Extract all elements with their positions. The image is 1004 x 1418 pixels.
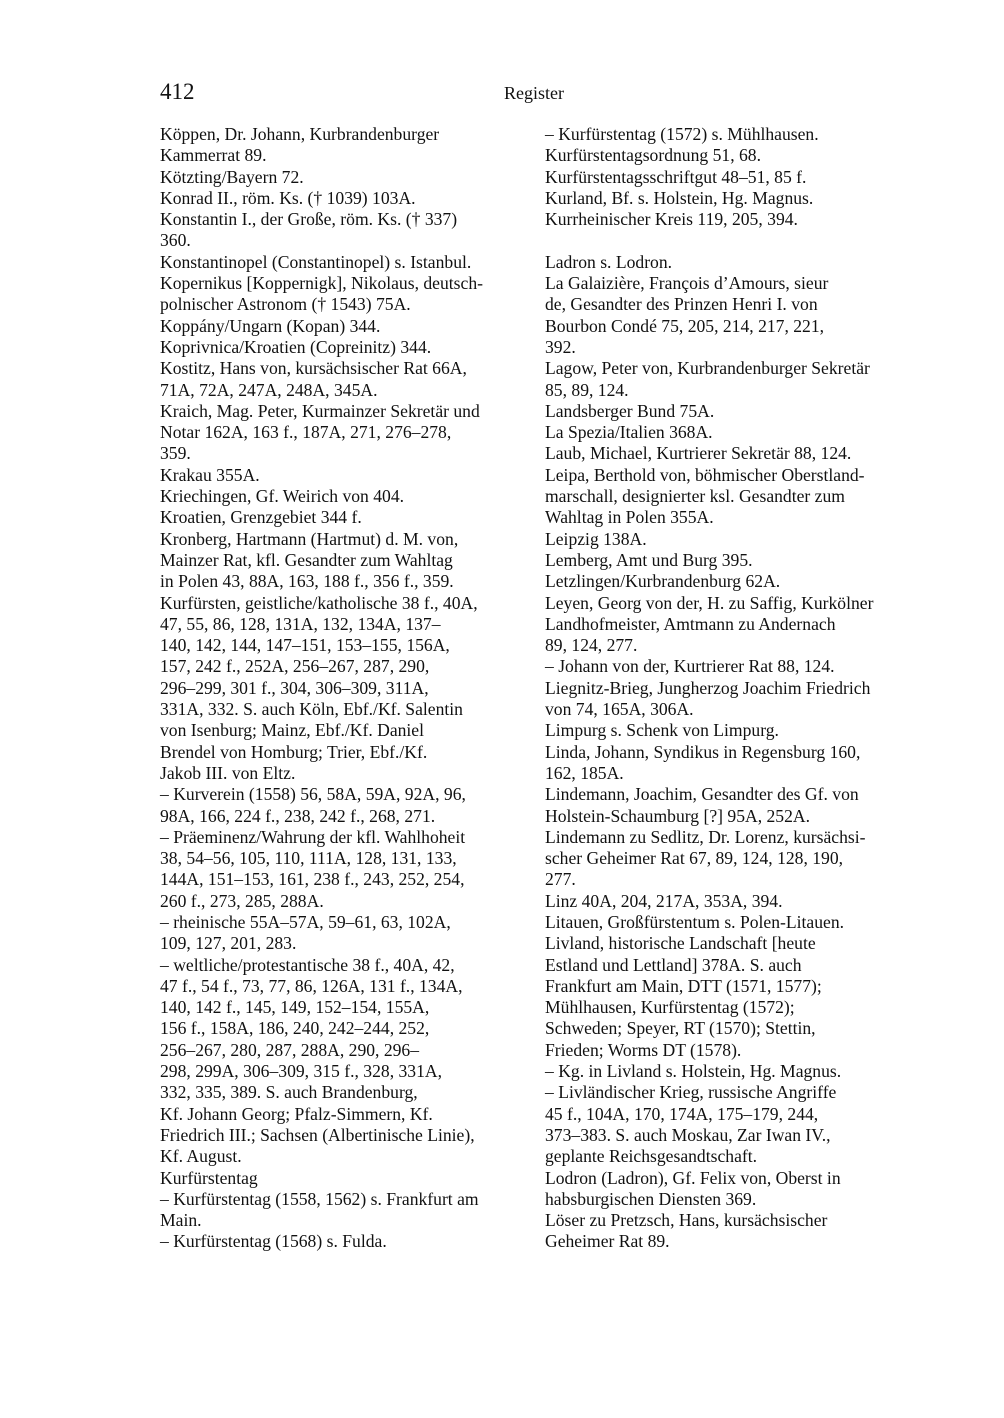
index-entry-line: Kopernikus [Koppernigk], Nikolaus, deutsch- [160,273,483,294]
index-entry [545,933,915,1061]
index-entry [160,167,524,188]
index-entry-line: 162, 185A. [545,762,624,783]
index-entry [545,891,915,912]
index-entry [160,358,524,401]
index-entry-line: Konstantinopel (Constantinopel) s. Istanbul. [160,251,472,272]
index-entry-line: Kurfürstentagsordnung 51, 68. [545,145,761,166]
index-entry-line: Koppány/Ungarn (Kopan) 344. [160,315,381,336]
index-entry-line: von Isenburg; Mainz, Ebf./Kf. Daniel [160,720,425,741]
index-entry [160,486,524,507]
index-entry [545,1168,915,1211]
index-entry [160,188,524,209]
index-entry [545,784,915,827]
index-entry-line: Wahltag in Polen 355A. [545,507,714,528]
index-entry [545,209,915,230]
index-entry-line: – Johann von der, Kurtrierer Rat 88, 124. [545,656,835,677]
index-entry-line: 47 f., 54 f., 73, 77, 86, 126A, 131 f., 134A, [160,975,463,996]
index-entry-line: Kroatien, Grenzgebiet 344 f. [160,507,362,528]
index-entry-line: Lindemann, Joachim, Gesandter des Gf. von [545,784,859,805]
index-entry [160,529,524,593]
index-entry [160,1168,524,1189]
index-entry-line: Main. [160,1210,202,1231]
index-entry-line: 71A, 72A, 247A, 248A, 345A. [160,379,378,400]
index-entry-line: 156 f., 158A, 186, 240, 242–244, 252, [160,1018,430,1039]
index-entry-line: Ladron s. Lodron. [545,251,673,272]
index-entry [545,678,915,721]
index-entry-line: Kraich, Mag. Peter, Kurmainzer Sekretär und [160,400,480,421]
index-entry [545,145,915,166]
index-entry [545,273,915,358]
index-entry [160,273,524,316]
index-entry-line: habsburgischen Diensten 369. [545,1188,757,1209]
index-entry-line: Brendel von Homburg; Trier, Ebf./Kf. [160,741,428,762]
index-entry-line: von 74, 165A, 306A. [545,699,694,720]
index-entry-line: 157, 242 f., 252A, 256–267, 287, 290, [160,656,430,677]
index-entry-line: Leipzig 138A. [545,528,647,549]
index-entry [545,593,915,657]
index-entry [160,1231,524,1252]
index-entry-line: Konstantin I., der Große, röm. Ks. († 337) [160,209,458,230]
index-entry [545,252,915,273]
index-entry-line: 277. [545,869,576,890]
index-entry-line: Laub, Michael, Kurtrierer Sekretär 88, 124. [545,443,852,464]
index-entry-line: marschall, designierter ksl. Gesandter zum [545,486,845,507]
index-entry-line: Frieden; Worms DT (1578). [545,1039,742,1060]
index-entry [160,827,524,912]
index-entry-line: 260 f., 273, 285, 288A. [160,890,324,911]
index-entry [160,337,524,358]
index-entry-line: 373–383. S. auch Moskau, Zar Iwan IV., [545,1124,831,1145]
index-entry-line: 256–267, 280, 287, 288A, 290, 296– [160,1039,420,1060]
index-entry [160,465,524,486]
index-entry [545,550,915,571]
index-entry-line: Notar 162A, 163 f., 187A, 271, 276–278, [160,422,452,443]
index-entry-line: Linz 40A, 204, 217A, 353A, 394. [545,890,783,911]
index-entry [545,443,915,464]
index-entry [545,401,915,422]
index-entry-line: Lodron (Ladron), Gf. Felix von, Oberst in [545,1167,841,1188]
index-entry-line: 144A, 151–153, 161, 238 f., 243, 252, 254, [160,869,465,890]
index-entry-line: Kurland, Bf. s. Holstein, Hg. Magnus. [545,187,814,208]
index-entry-line: – Kurfürstentag (1558, 1562) s. Frankfurt am [160,1188,479,1209]
index-entry [545,422,915,443]
index-entry-line: Landsberger Bund 75A. [545,400,715,421]
index-entry-line: Konrad II., röm. Ks. († 1039) 103A. [160,187,416,208]
index-entry [160,401,524,465]
index-entry-line: Schweden; Speyer, RT (1570); Stettin, [545,1018,816,1039]
index-entry [545,1210,915,1253]
index-entry-line: – Livländischer Krieg, russische Angriffe [545,1082,837,1103]
index-entry [545,827,915,891]
index-entry-line: – Kurfürstentag (1568) s. Fulda. [160,1231,387,1252]
index-entry-line: La Spezia/Italien 368A. [545,422,713,443]
index-entry-line: – Kurfürstentag (1572) s. Mühlhausen. [545,124,819,144]
index-entry-line: – rheinische 55A–57A, 59–61, 63, 102A, [160,911,451,932]
index-entry [160,316,524,337]
index-entry-line: Frankfurt am Main, DTT (1571, 1577); [545,975,822,996]
index-entry-line: 89, 124, 277. [545,635,638,656]
index-entry-line: Mainzer Rat, kfl. Gesandter zum Wahltag [160,549,453,570]
index-entry-line: – Kurverein (1558) 56, 58A, 59A, 92A, 96, [160,784,466,805]
index-entry [545,529,915,550]
index-entry-line: 98A, 166, 224 f., 238, 242 f., 268, 271. [160,805,436,826]
index-entry [545,742,915,785]
index-entry-line: in Polen 43, 88A, 163, 188 f., 356 f., 359. [160,571,454,592]
index-entry-line: polnischer Astronom († 1543) 75A. [160,294,411,315]
index-entry [160,507,524,528]
index-entry-line: Lindemann zu Sedlitz, Dr. Lorenz, kursächsi- [545,826,866,847]
right-column [545,124,915,1253]
index-entry-line: Limpurg s. Schenk von Limpurg. [545,720,779,741]
index-entry-line: Livland, historische Landschaft [heute [545,933,816,954]
index-entry-line: 85, 89, 124. [545,379,629,400]
index-entry-line: Bourbon Condé 75, 205, 214, 217, 221, [545,315,825,336]
index-entry-line: 38, 54–56, 105, 110, 111A, 128, 131, 133, [160,848,457,869]
index-entry [160,209,524,252]
index-entry [160,124,524,167]
index-entry-line: 45 f., 104A, 170, 174A, 175–179, 244, [545,1103,819,1124]
index-entry [545,188,915,209]
index-entry-line: geplante Reichsgesandtschaft. [545,1146,758,1167]
index-entry-line: 359. [160,443,191,464]
page-number: 412 [160,79,195,104]
index-entry-line: Mühlhausen, Kurfürstentag (1572); [545,997,795,1018]
index-entry-line: – Kg. in Livland s. Holstein, Hg. Magnus. [545,1061,842,1082]
index-entry-line: 140, 142, 144, 147–151, 153–155, 156A, [160,635,450,656]
index-entry [160,593,524,785]
index-entry-line: Holstein-Schaumburg [?] 95A, 252A. [545,805,811,826]
index-entry-line: 296–299, 301 f., 304, 306–309, 311A, [160,677,429,698]
index-entry-line: Landhofmeister, Amtmann zu Andernach [545,613,836,634]
left-column [160,124,524,1253]
index-entry-line: Kurrheinischer Kreis 119, 205, 394. [545,209,798,230]
index-entry-line: – weltliche/protestantische 38 f., 40A, 42, [160,954,455,975]
index-entry-line: Litauen, Großfürstentum s. Polen-Litauen. [545,911,845,932]
index-entry [160,1189,524,1232]
index-entry [160,784,524,827]
index-entry-line: Lagow, Peter von, Kurbrandenburger Sekretär [545,358,870,379]
index-entry-line: Löser zu Pretzsch, Hans, kursächsischer [545,1210,828,1231]
index-entry-line: Kronberg, Hartmann (Hartmut) d. M. von, [160,528,459,549]
index-entry-line: Kurfürsten, geistliche/katholische 38 f., 40A, [160,592,478,613]
index-entry [545,1061,915,1082]
index-entry [545,465,915,529]
index-entry-line: 47, 55, 86, 128, 131A, 132, 134A, 137– [160,613,441,634]
index-entry [545,1082,915,1167]
index-entry-line: Kammerrat 89. [160,145,267,166]
index-entry-line: Leyen, Georg von der, H. zu Saffig, Kurkölner [545,592,874,613]
index-entry-line: 332, 335, 389. S. auch Brandenburg, [160,1082,418,1103]
index-entry-line: – Präeminenz/Wahrung der kfl. Wahlhoheit [160,826,466,847]
index-entry-line: 298, 299A, 306–309, 315 f., 328, 331A, [160,1061,442,1082]
index-entry-line: Kriechingen, Gf. Weirich von 404. [160,486,405,507]
index-entry-line: Jakob III. von Eltz. [160,762,296,783]
index-entry-line: Lemberg, Amt und Burg 395. [545,549,753,570]
index-entry-line: Kf. Johann Georg; Pfalz-Simmern, Kf. [160,1103,433,1124]
index-entry [545,720,915,741]
index-entry-line: 360. [160,230,191,251]
index-entry [545,358,915,401]
index-entry-line: Linda, Johann, Syndikus in Regensburg 160, [545,741,861,762]
index-entry-line: Friedrich III.; Sachsen (Albertinische Linie), [160,1124,475,1145]
index-entry-line: 392. [545,336,576,357]
index-entry-line: 109, 127, 201, 283. [160,933,297,954]
index-entry-line: 331A, 332. S. auch Köln, Ebf./Kf. Salentin [160,699,463,720]
index-entry-line: Kostitz, Hans von, kursächsischer Rat 66A, [160,358,467,379]
index-entry-line: Köppen, Dr. Johann, Kurbrandenburger [160,124,440,144]
index-entry-line: Kötzting/Bayern 72. [160,166,304,187]
index-entry-line: Liegnitz-Brieg, Jungherzog Joachim Friedrich [545,677,871,698]
index-entry [545,656,915,677]
index-entry-line: de, Gesandter des Prinzen Henri I. von [545,294,818,315]
index-entry-line: Leipa, Berthold von, böhmischer Oberstland- [545,464,865,485]
index-entry [545,571,915,592]
index-entry-line: Kurfürstentag [160,1167,258,1188]
index-entry-line: scher Geheimer Rat 67, 89, 124, 128, 190, [545,848,844,869]
index-entry-line: Kf. August. [160,1146,242,1167]
index-entry-line: Kurfürstentagsschriftgut 48–51, 85 f. [545,166,807,187]
index-entry-line: La Galaizière, François d’Amours, sieur [545,273,829,294]
running-title: Register [504,83,564,103]
index-entry [160,252,524,273]
index-entry-line: 140, 142 f., 145, 149, 152–154, 155A, [160,997,430,1018]
index-entry-line: Estland und Lettland] 378A. S. auch [545,954,802,975]
index-entry-line: Letzlingen/Kurbrandenburg 62A. [545,571,781,592]
index-entry [160,955,524,1168]
index-entry [545,167,915,188]
index-entry-line: Koprivnica/Kroatien (Copreinitz) 344. [160,336,432,357]
index-entry-line: Krakau 355A. [160,464,260,485]
index-entry [160,912,524,955]
section-gap [545,230,915,251]
index-entry [545,912,915,933]
index-entry [545,124,915,145]
index-entry-line: Geheimer Rat 89. [545,1231,670,1252]
